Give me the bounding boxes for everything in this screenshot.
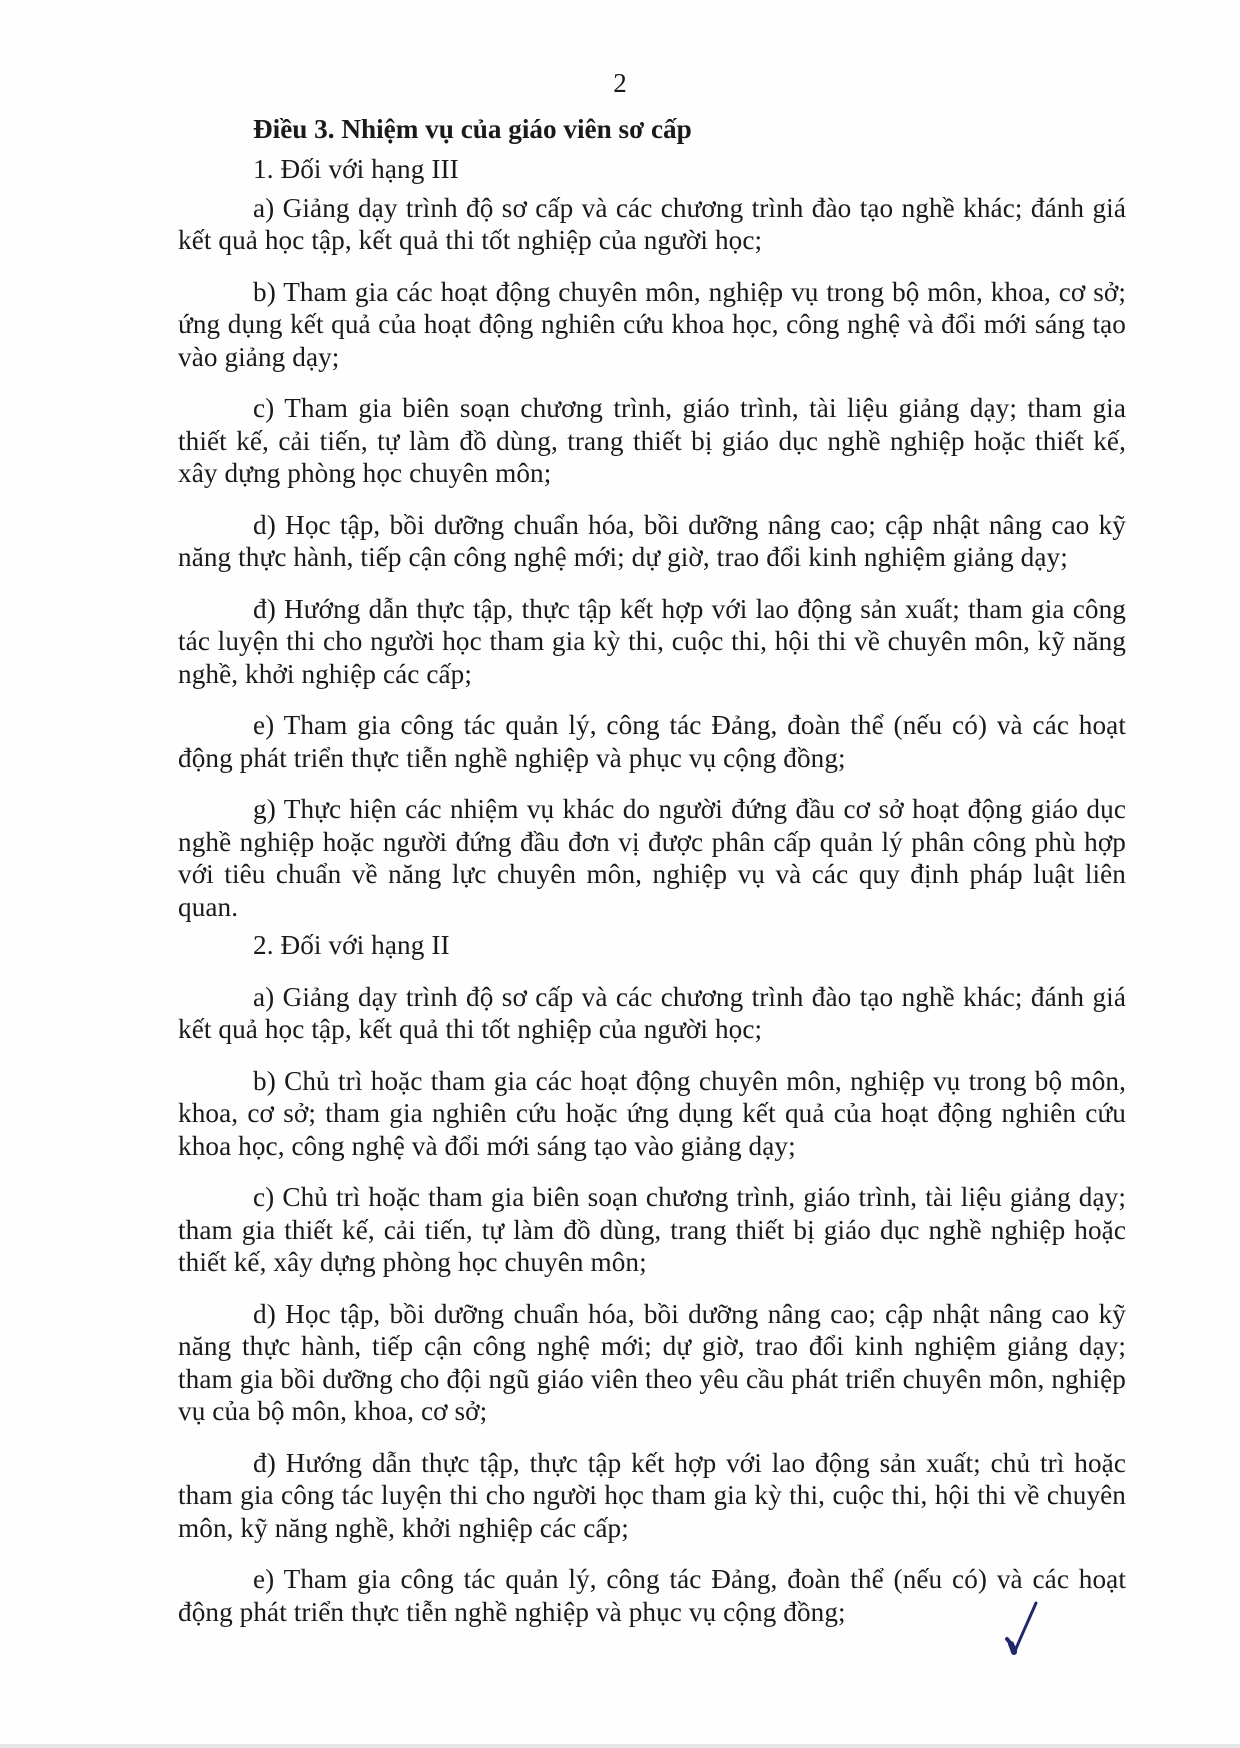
initial-check-mark-icon: [1003, 1599, 1043, 1657]
list-item: b) Chủ trì hoặc tham gia các hoạt động chuyên môn, nghiệp vụ trong bộ môn, khoa, cơ sở; tham gia nghiên cứu hoặc ứng dụng kết quả của hoạt động nghiên cứu khoa học, công nghệ và đổi mới sáng tạo vào giảng dạy;: [178, 1065, 1126, 1161]
document-body: [178, 112, 1126, 1647]
list-item: d) Học tập, bồi dưỡng chuẩn hóa, bồi dưỡng nâng cao; cập nhật nâng cao kỹ năng thực hành, tiếp cận công nghệ mới; dự giờ, trao đổi kinh nghiệm giảng dạy; tham gia bồi dưỡng cho đội ngũ giáo viên theo yêu cầu phát triển chuyên môn, nghiệp vụ của bộ môn, khoa, cơ sở;: [178, 1298, 1126, 1426]
section-title-grade-ii: 2. Đối với hạng II: [253, 930, 450, 960]
list-item: e) Tham gia công tác quản lý, công tác Đảng, đoàn thể (nếu có) và các hoạt động phát triển thực tiễn nghề nghiệp và phục vụ cộng đồng;: [178, 1564, 1126, 1627]
list-item: c) Tham gia biên soạn chương trình, giáo trình, tài liệu giảng dạy; tham gia thiết kế, cải tiến, tự làm đồ dùng, trang thiết bị giáo dục nghề nghiệp hoặc thiết kế, xây dựng phòng học chuyên môn;: [178, 393, 1126, 488]
list-item: c) Chủ trì hoặc tham gia biên soạn chương trình, giáo trình, tài liệu giảng dạy; tham gia thiết kế, cải tiến, tự làm đồ dùng, trang thiết bị giáo dục nghề nghiệp hoặc thiết kế, xây dựng phòng học chuyên môn;: [178, 1182, 1126, 1277]
list-item: b) Tham gia các hoạt động chuyên môn, nghiệp vụ trong bộ môn, khoa, cơ sở; ứng dụng kết quả của hoạt động nghiên cứu khoa học, công nghệ và đổi mới sáng tạo vào giảng dạy;: [178, 276, 1126, 372]
section-title-grade-iii: 1. Đối với hạng III: [253, 154, 459, 184]
list-item: đ) Hướng dẫn thực tập, thực tập kết hợp với lao động sản xuất; tham gia công tác luyện thi cho người học tham gia kỳ thi, cuộc thi, hội thi về chuyên môn, kỹ năng nghề, khởi nghiệp các cấp;: [178, 593, 1126, 689]
page-number: 2: [613, 68, 627, 98]
list-item: a) Giảng dạy trình độ sơ cấp và các chương trình đào tạo nghề khác; đánh giá kết quả học tập, kết quả thi tốt nghiệp của người học;: [178, 192, 1126, 255]
article-heading: Điều 3. Nhiệm vụ của giáo viên sơ cấp: [253, 114, 692, 144]
scan-bottom-edge: [0, 1744, 1240, 1748]
list-item: a) Giảng dạy trình độ sơ cấp và các chương trình đào tạo nghề khác; đánh giá kết quả học tập, kết quả thi tốt nghiệp của người học;: [178, 981, 1126, 1044]
list-item: e) Tham gia công tác quản lý, công tác Đảng, đoàn thể (nếu có) và các hoạt động phát triển thực tiễn nghề nghiệp và phục vụ cộng đồng;: [178, 710, 1126, 773]
list-item: d) Học tập, bồi dưỡng chuẩn hóa, bồi dưỡng nâng cao; cập nhật nâng cao kỹ năng thực hành, tiếp cận công nghệ mới; dự giờ, trao đổi kinh nghiệm giảng dạy;: [178, 509, 1126, 572]
list-item: g) Thực hiện các nhiệm vụ khác do người đứng đầu cơ sở hoạt động giáo dục nghề nghiệp hoặc người đứng đầu đơn vị được phân cấp quản lý phân công phù hợp với tiêu chuẩn về năng lực chuyên môn, nghiệp vụ và các quy định pháp luật liên quan.: [178, 794, 1126, 922]
list-item: đ) Hướng dẫn thực tập, thực tập kết hợp với lao động sản xuất; chủ trì hoặc tham gia công tác luyện thi cho người học tham gia kỳ thi, cuộc thi, hội thi về chuyên môn, kỹ năng nghề, khởi nghiệp các cấp;: [178, 1447, 1126, 1543]
